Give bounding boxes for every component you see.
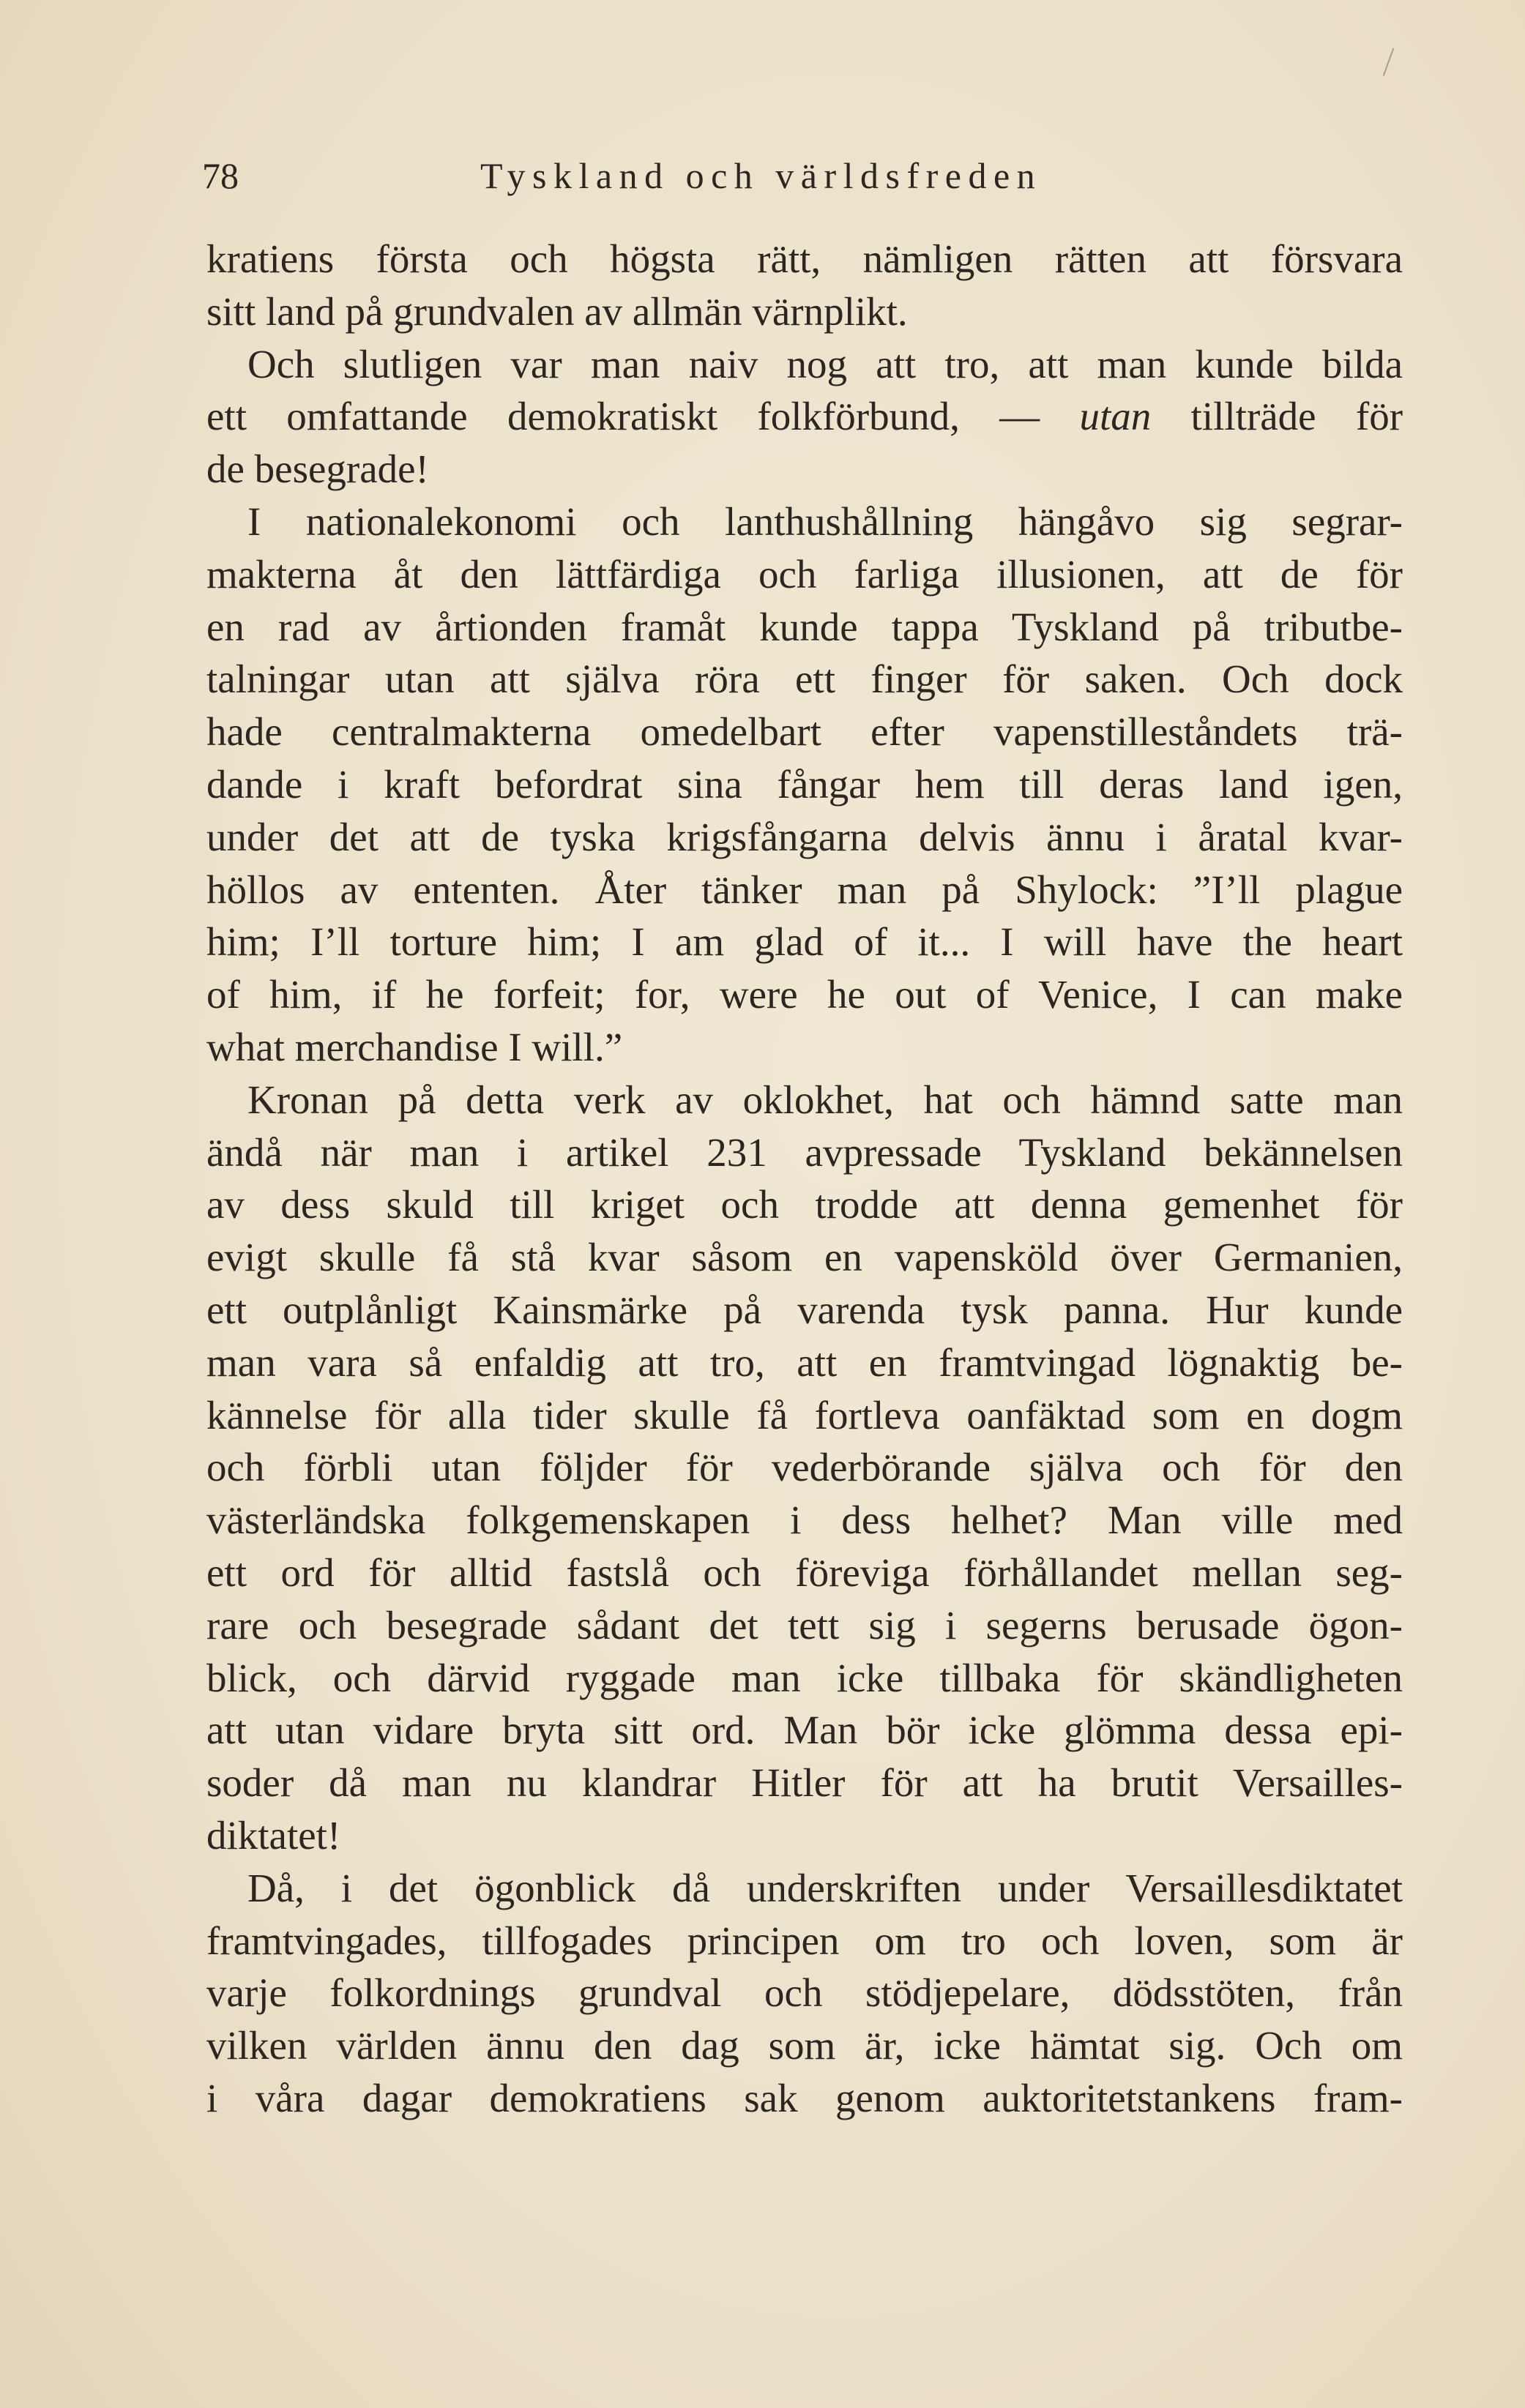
text-segment: ett omfattande demokratiskt folkförbund, — xyxy=(206,394,1040,439)
text-line: västerländska folkgemenskapen i dess helhet? Man ville med xyxy=(206,1497,1403,1543)
text-line xyxy=(206,390,1403,443)
text-line: hade centralmakterna omedelbart efter vapenstilleståndets trä- xyxy=(206,709,1403,755)
text-line: vilken världen ännu den dag som är, icke hämtat sig. Och om xyxy=(206,2023,1403,2068)
body-text xyxy=(206,233,1403,2125)
text-line: what merchandise I will.” xyxy=(206,1024,623,1069)
text-line: blick, och därvid ryggade man icke tillbaka för skändligheten xyxy=(206,1655,1403,1700)
text-line: varje folkordnings grundval och stödjepelare, dödsstöten, från xyxy=(206,1970,1403,2016)
text-line: av dess skuld till kriget och trodde att denna gemenhet för xyxy=(206,1182,1403,1227)
text-line: talningar utan att själva röra ett finger för saken. Och dock xyxy=(206,657,1403,702)
text-line: under det att de tyska krigsfångarna delvis ännu i åratal kvar- xyxy=(206,814,1403,859)
text-line: ändå när man i artikel 231 avpressade Tyskland bekännelsen xyxy=(206,1129,1403,1175)
text-line: diktatet! xyxy=(206,1812,341,1858)
running-title: Tyskland och världsfreden xyxy=(480,155,1043,196)
text-line: framtvingades, tillfogades principen om tro och loven, som är xyxy=(206,1918,1403,1963)
text-line: i våra dagar demokratiens sak genom auktoritetstankens fram- xyxy=(206,2075,1403,2120)
text-line: ett ord för alltid fastslå och föreviga förhållandet mellan seg- xyxy=(206,1549,1403,1595)
text-line: kratiens första och högsta rätt, nämligen rätten att försvara xyxy=(206,236,1403,281)
text-line: en rad av årtionden framåt kunde tappa Tyskland på tributbe- xyxy=(206,604,1403,649)
text-line: Då, i det ögonblick då underskriften under Versaillesdiktatet xyxy=(247,1865,1403,1910)
text-line: man vara så enfaldig att tro, att en framtvingad lögnaktig be- xyxy=(206,1339,1403,1385)
text-line: I nationalekonomi och lanthushållning hängåvo sig segrar- xyxy=(247,498,1403,544)
text-line: sitt land på grundvalen av allmän värnplikt. xyxy=(206,288,908,334)
text-line: dande i kraft befordrat sina fångar hem till deras land igen, xyxy=(206,761,1403,807)
text-line: evigt skulle få stå kvar såsom en vapensköld över Germanien, xyxy=(206,1235,1403,1280)
text-line: makterna åt den lättfärdiga och farliga illusionen, att de för xyxy=(206,551,1403,597)
text-line: Kronan på detta verk av oklokhet, hat och hämnd satte man xyxy=(247,1077,1403,1122)
text-line: och förbli utan följder för vederbörande själva och för den xyxy=(206,1445,1403,1490)
text-line: rare och besegrade sådant det tett sig i segerns berusade ögon- xyxy=(206,1602,1403,1648)
text-line: de besegrade! xyxy=(206,446,429,492)
emphasis-word: utan xyxy=(1079,394,1152,439)
text-line: of him, if he forfeit; for, were he out of Venice, I can make xyxy=(206,972,1403,1017)
text-line: kännelse för alla tider skulle få fortleva oanfäktad som en dogm xyxy=(206,1392,1403,1437)
text-line: höllos av ententen. Åter tänker man på Shylock: ”I’ll plague xyxy=(206,867,1403,912)
text-segment: tillträde för xyxy=(1190,394,1403,439)
text-line: soder då man nu klandrar Hitler för att ha brutit Versailles- xyxy=(206,1760,1403,1806)
page-number: 78 xyxy=(202,155,239,196)
text-line: att utan vidare bryta sitt ord. Man bör icke glömma dessa epi- xyxy=(206,1708,1403,1753)
text-line: Och slutligen var man naiv nog att tro, att man kunde bilda xyxy=(247,341,1403,386)
text-line: him; I’ll torture him; I am glad of it... I will have the heart xyxy=(206,919,1403,965)
text-line: ett outplånligt Kainsmärke på varenda tysk panna. Hur kunde xyxy=(206,1287,1403,1332)
running-header xyxy=(202,154,1403,198)
pencil-mark xyxy=(1372,44,1395,76)
